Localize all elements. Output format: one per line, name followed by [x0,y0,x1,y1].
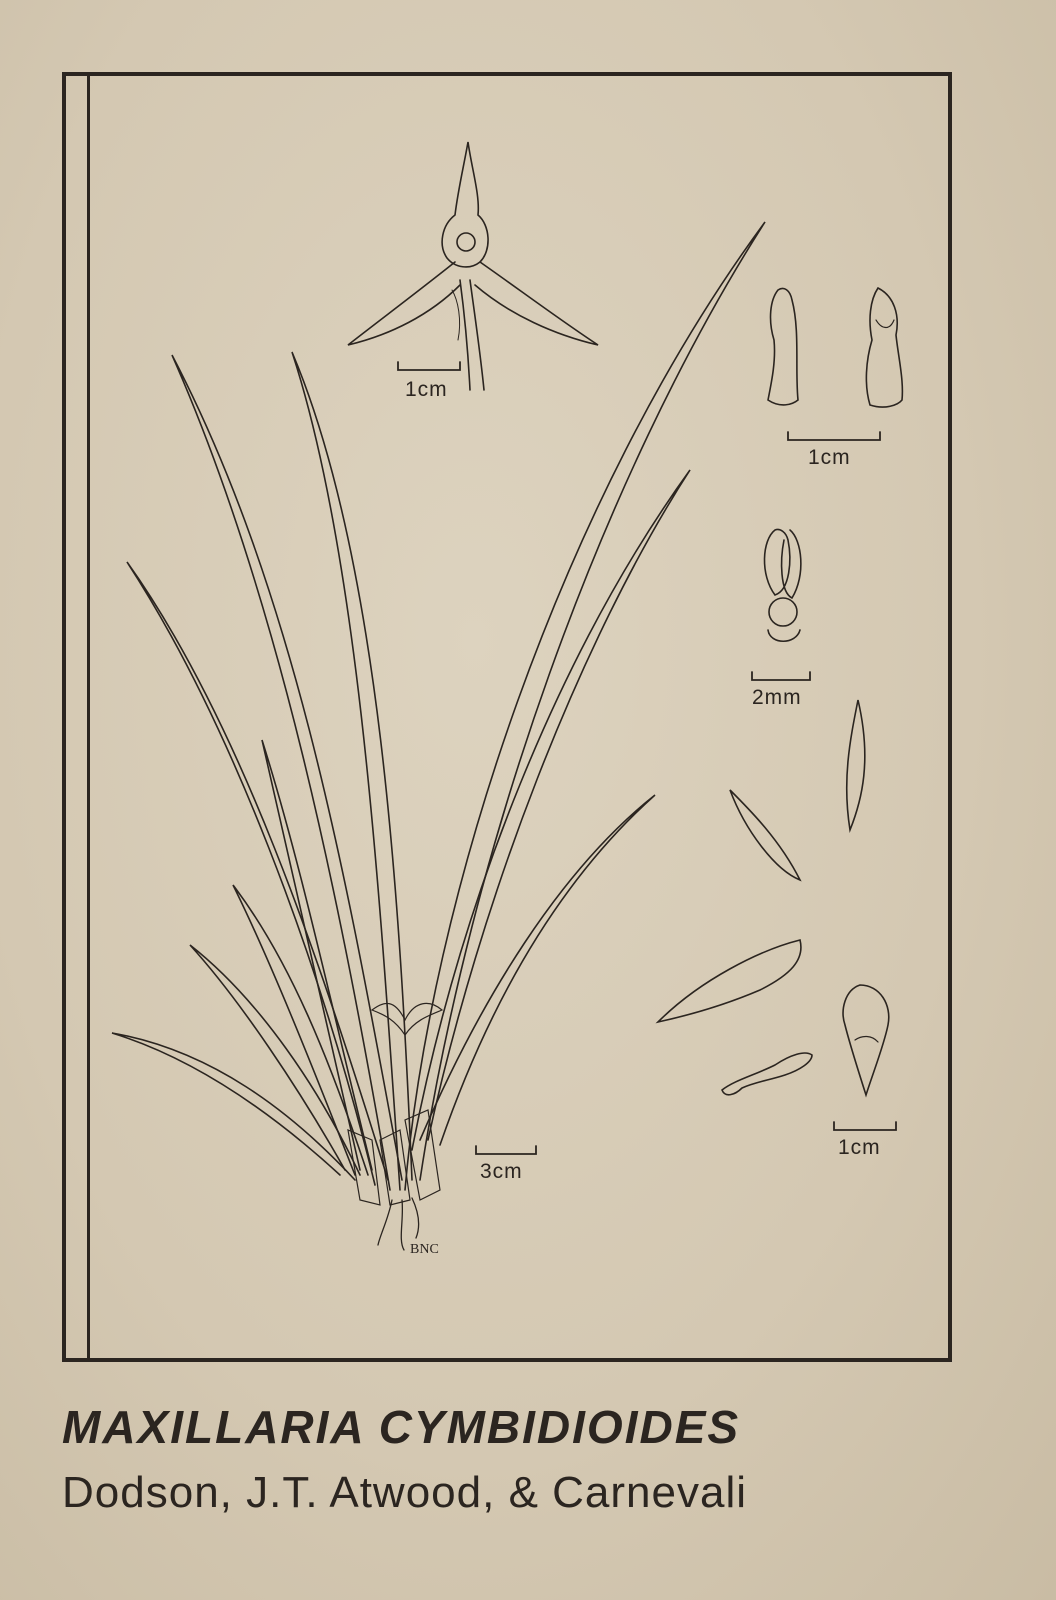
scale-label-column: 1cm [808,446,851,469]
scale-label-lip: 1cm [838,1136,881,1159]
species-name: MAXILLARIA CYMBIDIOIDES [62,1401,741,1453]
pollinarium-drawing [764,529,800,641]
scale-label-flower: 1cm [405,378,448,401]
perianth-parts-drawing [658,700,889,1095]
leaves-drawing [112,222,765,1250]
scale-label-pollinarium: 2mm [752,686,802,709]
artist-initials: BNC [410,1242,439,1257]
column-drawing [768,288,902,407]
species-authors: Dodson, J.T. Atwood, & Carnevali [62,1468,747,1517]
scale-bars [398,362,896,1154]
flower-drawing [348,142,598,390]
scale-label-plant: 3cm [480,1160,523,1183]
